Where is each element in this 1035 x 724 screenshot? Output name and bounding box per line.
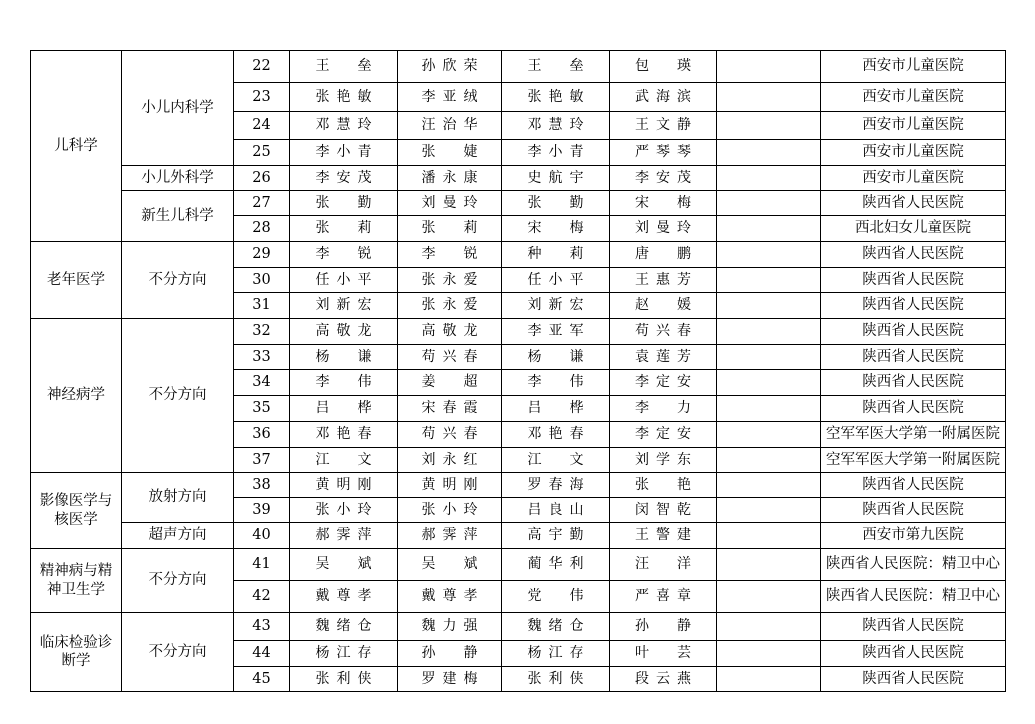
discipline-label: 精神病与精神卫生学 xyxy=(39,563,113,598)
person-name: 李 伟 xyxy=(527,374,584,391)
person-name: 段云燕 xyxy=(635,670,691,687)
name-cell xyxy=(610,370,717,396)
row-number: 39 xyxy=(234,498,290,523)
person-name: 苟兴春 xyxy=(421,426,478,443)
direction-cell: 新生儿科学 xyxy=(122,191,234,242)
person-name: 宋春霞 xyxy=(421,400,478,417)
person-name: 吴 斌 xyxy=(421,556,478,573)
name-cell xyxy=(610,448,717,473)
name-cell xyxy=(502,667,610,692)
name-cell xyxy=(290,140,398,166)
row-number: 25 xyxy=(234,140,290,166)
discipline-label: 影像医学与核医学 xyxy=(39,493,113,528)
name-cell xyxy=(398,448,502,473)
hospital-cell: 西安市第九医院 xyxy=(821,523,1006,549)
person-name: 张利侠 xyxy=(315,670,372,687)
name-cell xyxy=(290,191,398,216)
person-name: 王 垒 xyxy=(315,58,372,75)
hospital-cell: 陕西省人民医院 xyxy=(821,613,1006,641)
name-cell xyxy=(610,613,717,641)
row-number: 24 xyxy=(234,112,290,140)
hospital-cell: 空军军医大学第一附属医院 xyxy=(821,448,1006,473)
name-cell xyxy=(290,396,398,422)
name-cell xyxy=(610,191,717,216)
blank-cell xyxy=(717,51,821,83)
person-name: 高敬龙 xyxy=(315,323,372,340)
person-name: 王文静 xyxy=(635,117,691,134)
person-name: 张 莉 xyxy=(315,220,372,237)
blank-cell xyxy=(717,641,821,667)
hospital-cell: 西安市儿童医院 xyxy=(821,112,1006,140)
table-row xyxy=(31,549,1006,581)
row-number: 26 xyxy=(234,166,290,191)
name-cell xyxy=(502,319,610,345)
person-name: 罗建梅 xyxy=(421,670,478,687)
name-cell xyxy=(502,581,610,613)
hospital-cell: 陕西省人民医院 xyxy=(821,319,1006,345)
name-cell xyxy=(398,422,502,448)
row-number: 22 xyxy=(234,51,290,83)
name-cell xyxy=(502,641,610,667)
name-cell xyxy=(290,268,398,293)
hospital-cell: 陕西省人民医院 xyxy=(821,242,1006,268)
name-cell xyxy=(610,641,717,667)
row-number: 36 xyxy=(234,422,290,448)
name-cell xyxy=(290,370,398,396)
person-name: 张小玲 xyxy=(421,501,478,518)
person-name: 严喜章 xyxy=(635,588,691,605)
name-cell xyxy=(398,112,502,140)
name-cell xyxy=(290,216,398,242)
person-name: 赵 媛 xyxy=(635,297,691,314)
person-name: 江 文 xyxy=(315,451,372,468)
person-name: 李定安 xyxy=(635,374,691,391)
table-row xyxy=(31,51,1006,83)
name-cell xyxy=(502,549,610,581)
row-number: 35 xyxy=(234,396,290,422)
row-number: 37 xyxy=(234,448,290,473)
person-name: 孙 静 xyxy=(635,618,691,635)
blank-cell xyxy=(717,549,821,581)
blank-cell xyxy=(717,191,821,216)
row-number: 30 xyxy=(234,268,290,293)
hospital-cell: 陕西省人民医院 xyxy=(821,370,1006,396)
person-name: 刘曼玲 xyxy=(635,220,691,237)
name-cell xyxy=(398,498,502,523)
person-name: 李 锐 xyxy=(315,246,372,263)
row-number: 23 xyxy=(234,83,290,112)
name-cell xyxy=(610,140,717,166)
table-row xyxy=(31,613,1006,641)
hospital-cell: 空军军医大学第一附属医院 xyxy=(821,422,1006,448)
name-cell xyxy=(398,319,502,345)
name-cell xyxy=(610,667,717,692)
blank-cell xyxy=(717,396,821,422)
hospital-cell: 陕西省人民医院：精卫中心 xyxy=(821,581,1006,613)
row-number: 40 xyxy=(234,523,290,549)
hospital-cell: 西北妇女儿童医院 xyxy=(821,216,1006,242)
hospital-cell: 陕西省人民医院 xyxy=(821,667,1006,692)
blank-cell xyxy=(717,293,821,319)
hospital-cell: 陕西省人民医院 xyxy=(821,191,1006,216)
person-name: 史航宇 xyxy=(527,169,584,186)
name-cell xyxy=(290,667,398,692)
person-name: 李小青 xyxy=(315,144,372,161)
person-name: 魏绪仓 xyxy=(527,618,584,635)
table-row xyxy=(31,319,1006,345)
name-cell xyxy=(398,641,502,667)
hospital-cell: 陕西省人民医院 xyxy=(821,498,1006,523)
direction-cell: 不分方向 xyxy=(122,613,234,692)
person-name: 郝霁萍 xyxy=(315,527,372,544)
name-cell xyxy=(610,83,717,112)
name-cell xyxy=(502,268,610,293)
person-name: 张艳敏 xyxy=(527,88,584,105)
row-number: 31 xyxy=(234,293,290,319)
direction-cell: 小儿外科学 xyxy=(122,166,234,191)
name-cell xyxy=(502,51,610,83)
person-name: 王惠芳 xyxy=(635,271,691,288)
person-name: 张 勤 xyxy=(315,194,372,211)
person-name: 杨 谦 xyxy=(527,348,584,365)
discipline-cell xyxy=(31,613,122,692)
person-name: 种 莉 xyxy=(527,246,584,263)
discipline-label: 儿科学 xyxy=(54,137,98,154)
name-cell xyxy=(398,613,502,641)
blank-cell xyxy=(717,242,821,268)
name-cell xyxy=(502,293,610,319)
person-name: 刘学东 xyxy=(635,451,691,468)
person-name: 邓慧玲 xyxy=(527,117,584,134)
name-cell xyxy=(290,641,398,667)
person-name: 孙欣荣 xyxy=(421,58,478,75)
name-cell xyxy=(502,345,610,370)
name-cell xyxy=(290,319,398,345)
name-cell xyxy=(398,140,502,166)
person-name: 戴尊孝 xyxy=(421,588,478,605)
table-row xyxy=(31,191,1006,216)
person-name: 张小玲 xyxy=(315,501,372,518)
name-cell xyxy=(610,242,717,268)
person-name: 包 瑛 xyxy=(635,58,691,75)
blank-cell xyxy=(717,498,821,523)
name-cell xyxy=(290,523,398,549)
blank-cell xyxy=(717,523,821,549)
blank-cell xyxy=(717,112,821,140)
hospital-cell: 西安市儿童医院 xyxy=(821,83,1006,112)
hospital-cell: 西安市儿童医院 xyxy=(821,51,1006,83)
person-name: 黄明刚 xyxy=(315,476,372,493)
person-name: 邓艳春 xyxy=(527,426,584,443)
name-cell xyxy=(398,83,502,112)
name-cell xyxy=(610,523,717,549)
discipline-label: 神经病学 xyxy=(47,387,105,404)
person-name: 张 艳 xyxy=(635,476,691,493)
name-cell xyxy=(398,370,502,396)
name-cell xyxy=(398,242,502,268)
person-name: 叶 芸 xyxy=(635,645,691,662)
person-name: 李 伟 xyxy=(315,374,372,391)
name-cell xyxy=(502,216,610,242)
direction-cell: 小儿内科学 xyxy=(122,51,234,166)
row-number: 44 xyxy=(234,641,290,667)
row-number: 27 xyxy=(234,191,290,216)
person-name: 李 力 xyxy=(635,400,691,417)
hospital-cell: 陕西省人民医院 xyxy=(821,396,1006,422)
name-cell xyxy=(290,581,398,613)
person-name: 魏力强 xyxy=(421,618,478,635)
person-name: 张利侠 xyxy=(527,670,584,687)
direction-cell: 超声方向 xyxy=(122,523,234,549)
person-name: 严琴琴 xyxy=(635,144,691,161)
person-name: 张 莉 xyxy=(421,220,478,237)
name-cell xyxy=(610,581,717,613)
person-name: 刘永红 xyxy=(421,451,478,468)
direction-cell: 不分方向 xyxy=(122,319,234,473)
name-cell xyxy=(610,216,717,242)
person-name: 李 锐 xyxy=(421,246,478,263)
person-name: 宋 梅 xyxy=(635,194,691,211)
person-name: 刘曼玲 xyxy=(421,194,478,211)
name-cell xyxy=(502,613,610,641)
blank-cell xyxy=(717,83,821,112)
hospital-cell: 陕西省人民医院 xyxy=(821,293,1006,319)
person-name: 张艳敏 xyxy=(315,88,372,105)
person-name: 武海滨 xyxy=(635,88,691,105)
person-name: 高宇勤 xyxy=(527,527,584,544)
blank-cell xyxy=(717,667,821,692)
discipline-label: 老年医学 xyxy=(47,271,105,288)
name-cell xyxy=(290,498,398,523)
name-cell xyxy=(502,166,610,191)
person-name: 吴 斌 xyxy=(315,556,372,573)
name-cell xyxy=(290,422,398,448)
name-cell xyxy=(610,112,717,140)
name-cell xyxy=(502,370,610,396)
name-cell xyxy=(398,473,502,498)
table-row xyxy=(31,523,1006,549)
name-cell xyxy=(502,523,610,549)
discipline-cell xyxy=(31,51,122,242)
name-cell xyxy=(290,473,398,498)
name-cell xyxy=(398,396,502,422)
name-cell xyxy=(610,345,717,370)
direction-cell: 放射方向 xyxy=(122,473,234,523)
person-name: 任小平 xyxy=(315,271,372,288)
blank-cell xyxy=(717,268,821,293)
row-number: 29 xyxy=(234,242,290,268)
person-name: 吕 桦 xyxy=(315,400,372,417)
person-name: 张永爱 xyxy=(421,271,478,288)
name-cell xyxy=(610,473,717,498)
person-name: 刘新宏 xyxy=(315,297,372,314)
person-name: 李定安 xyxy=(635,426,691,443)
name-cell xyxy=(502,498,610,523)
person-name: 吕 桦 xyxy=(527,400,584,417)
name-cell xyxy=(502,83,610,112)
blank-cell xyxy=(717,473,821,498)
person-name: 宋 梅 xyxy=(527,220,584,237)
name-cell xyxy=(290,112,398,140)
person-name: 汪治华 xyxy=(421,117,478,134)
row-number: 33 xyxy=(234,345,290,370)
person-name: 高敬龙 xyxy=(421,323,478,340)
name-cell xyxy=(502,242,610,268)
name-cell xyxy=(610,396,717,422)
blank-cell xyxy=(717,370,821,396)
name-cell xyxy=(398,268,502,293)
name-cell xyxy=(290,242,398,268)
person-name: 杨江存 xyxy=(315,645,372,662)
name-cell xyxy=(610,166,717,191)
person-name: 王 垒 xyxy=(527,58,584,75)
discipline-cell xyxy=(31,549,122,613)
person-name: 苟兴春 xyxy=(421,348,478,365)
discipline-cell xyxy=(31,319,122,473)
person-name: 张永爱 xyxy=(421,297,478,314)
name-cell xyxy=(398,667,502,692)
person-name: 李亚军 xyxy=(527,323,584,340)
name-cell xyxy=(398,216,502,242)
row-number: 38 xyxy=(234,473,290,498)
row-number: 34 xyxy=(234,370,290,396)
person-name: 闵智乾 xyxy=(635,501,691,518)
person-name: 李安茂 xyxy=(635,169,691,186)
hospital-cell: 陕西省人民医院 xyxy=(821,473,1006,498)
person-name: 戴尊孝 xyxy=(315,588,372,605)
blank-cell xyxy=(717,216,821,242)
name-cell xyxy=(398,523,502,549)
direction-cell: 不分方向 xyxy=(122,242,234,319)
person-name: 魏绪仓 xyxy=(315,618,372,635)
person-name: 刘新宏 xyxy=(527,297,584,314)
discipline-label: 临床检验诊断学 xyxy=(39,634,113,669)
blank-cell xyxy=(717,319,821,345)
name-cell xyxy=(502,422,610,448)
name-cell xyxy=(290,448,398,473)
person-name: 党 伟 xyxy=(527,588,584,605)
discipline-cell xyxy=(31,473,122,549)
name-cell xyxy=(290,549,398,581)
person-name: 汪 洋 xyxy=(635,556,691,573)
person-name: 袁莲芳 xyxy=(635,348,691,365)
name-cell xyxy=(502,473,610,498)
person-name: 任小平 xyxy=(527,271,584,288)
blank-cell xyxy=(717,581,821,613)
person-name: 张 勤 xyxy=(527,194,584,211)
name-cell xyxy=(290,293,398,319)
person-name: 吕良山 xyxy=(527,501,584,518)
name-cell xyxy=(290,345,398,370)
hospital-cell: 西安市儿童医院 xyxy=(821,140,1006,166)
person-name: 王警建 xyxy=(635,527,691,544)
name-cell xyxy=(502,140,610,166)
name-cell xyxy=(398,51,502,83)
person-name: 蔺华利 xyxy=(527,556,584,573)
direction-cell: 不分方向 xyxy=(122,549,234,613)
blank-cell xyxy=(717,448,821,473)
row-number: 42 xyxy=(234,581,290,613)
name-cell xyxy=(398,166,502,191)
person-name: 孙 静 xyxy=(421,645,478,662)
hospital-cell: 西安市儿童医院 xyxy=(821,166,1006,191)
hospital-cell: 陕西省人民医院 xyxy=(821,641,1006,667)
name-cell xyxy=(290,51,398,83)
name-cell xyxy=(610,422,717,448)
table-row xyxy=(31,473,1006,498)
name-cell xyxy=(398,549,502,581)
name-cell xyxy=(610,498,717,523)
name-cell xyxy=(398,581,502,613)
row-number: 41 xyxy=(234,549,290,581)
person-name: 江 文 xyxy=(527,451,584,468)
person-name: 郝霁萍 xyxy=(421,527,478,544)
name-cell xyxy=(610,293,717,319)
table-row xyxy=(31,166,1006,191)
person-name: 唐 鹏 xyxy=(635,246,691,263)
person-name: 李亚绒 xyxy=(421,88,478,105)
person-name: 苟兴春 xyxy=(635,323,691,340)
person-name: 杨江存 xyxy=(527,645,584,662)
row-number: 43 xyxy=(234,613,290,641)
row-number: 45 xyxy=(234,667,290,692)
row-number: 32 xyxy=(234,319,290,345)
blank-cell xyxy=(717,345,821,370)
discipline-cell xyxy=(31,242,122,319)
person-name: 潘永康 xyxy=(421,169,478,186)
person-name: 罗春海 xyxy=(527,476,584,493)
person-name: 黄明刚 xyxy=(421,476,478,493)
personnel-table xyxy=(30,50,1006,692)
name-cell xyxy=(502,448,610,473)
blank-cell xyxy=(717,140,821,166)
person-name: 姜 超 xyxy=(421,374,478,391)
blank-cell xyxy=(717,422,821,448)
row-number: 28 xyxy=(234,216,290,242)
table-body xyxy=(31,51,1006,692)
name-cell xyxy=(502,112,610,140)
name-cell xyxy=(502,396,610,422)
name-cell xyxy=(610,51,717,83)
table-row xyxy=(31,242,1006,268)
person-name: 邓艳春 xyxy=(315,426,372,443)
name-cell xyxy=(398,345,502,370)
hospital-cell: 陕西省人民医院 xyxy=(821,345,1006,370)
name-cell xyxy=(290,166,398,191)
hospital-cell: 陕西省人民医院：精卫中心 xyxy=(821,549,1006,581)
person-name: 李安茂 xyxy=(315,169,372,186)
person-name: 李小青 xyxy=(527,144,584,161)
name-cell xyxy=(502,191,610,216)
name-cell xyxy=(610,268,717,293)
hospital-cell: 陕西省人民医院 xyxy=(821,268,1006,293)
person-name: 杨 谦 xyxy=(315,348,372,365)
name-cell xyxy=(398,191,502,216)
person-name: 张 婕 xyxy=(421,144,478,161)
name-cell xyxy=(290,613,398,641)
name-cell xyxy=(290,83,398,112)
person-name: 邓慧玲 xyxy=(315,117,372,134)
name-cell xyxy=(610,319,717,345)
name-cell xyxy=(398,293,502,319)
blank-cell xyxy=(717,613,821,641)
blank-cell xyxy=(717,166,821,191)
name-cell xyxy=(610,549,717,581)
